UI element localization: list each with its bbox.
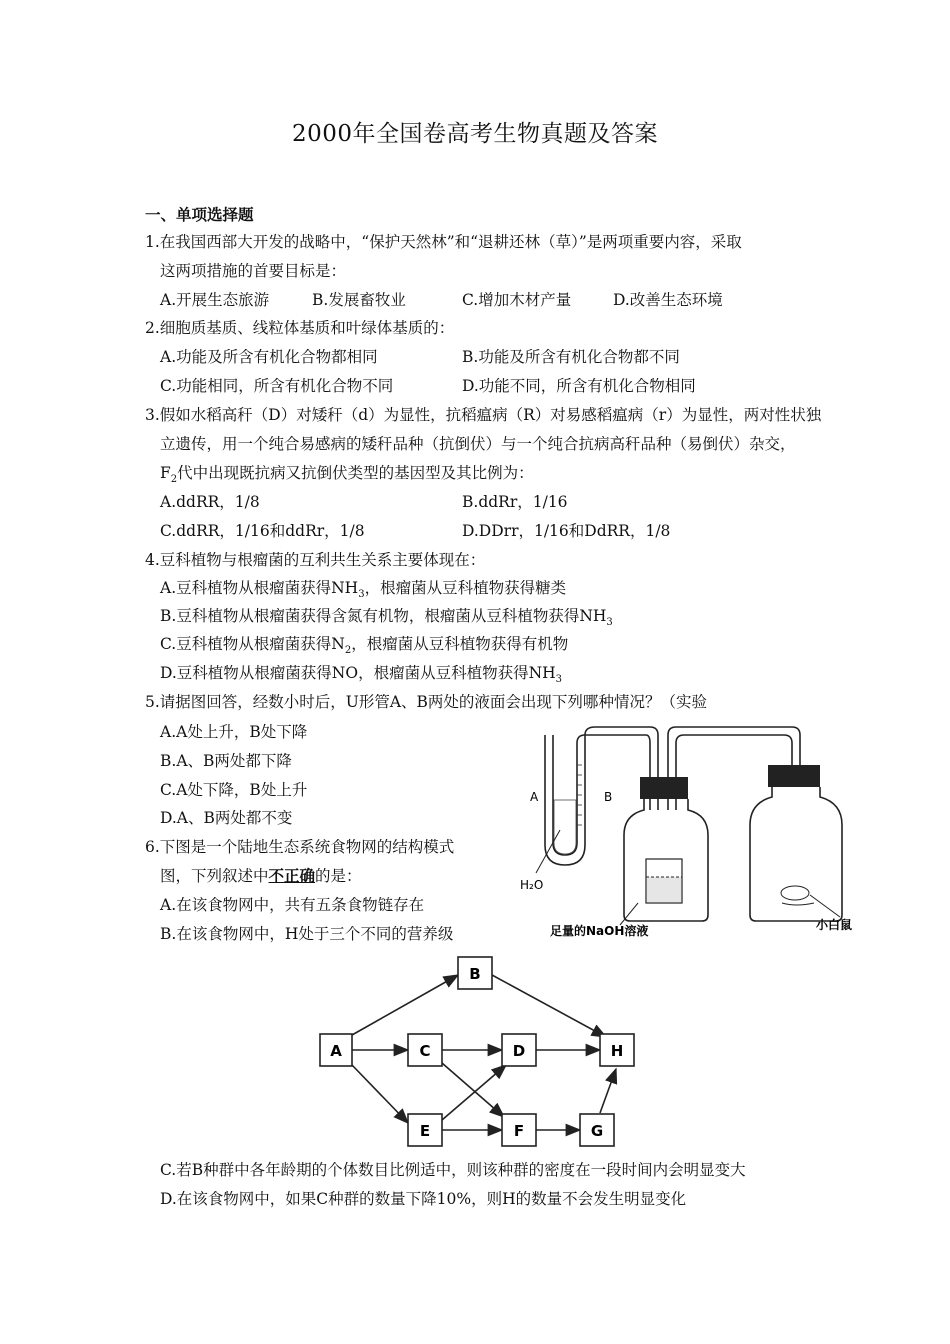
label-a: A: [530, 790, 539, 804]
node-g-label: G: [590, 1122, 604, 1140]
label-naoh: 足量的NaOH溶液: [550, 924, 649, 938]
q3-stem-line1: 3.假如水稻高秆（D）对矮秆（d）为显性，抗稻瘟病（R）对易感稻瘟病（r）为显性，两对性状独: [145, 406, 822, 424]
q5-option-b: B.A、B两处都下降: [160, 752, 292, 770]
document-title: 2000年全国卷高考生物真题及答案: [291, 121, 659, 147]
q5-option-c: C.A处下降，B处上升: [160, 781, 308, 799]
beaker-liquid: [647, 877, 681, 902]
q1-option-b: B.发展畜牧业: [312, 291, 406, 309]
edge-e-d: [442, 1065, 506, 1120]
edge-a-e: [352, 1065, 408, 1123]
q1-option-a: A.开展生态旅游: [160, 291, 270, 309]
q3-option-a: A.ddRR，1/8: [160, 493, 260, 511]
q5-option-a: A.A处上升，B处下降: [160, 723, 308, 741]
mouse-icon: [781, 886, 809, 900]
q6-option-a: A.在该食物网中，共有五条食物链存在: [160, 896, 425, 914]
q5-option-d: D.A、B两处都不变: [160, 809, 293, 827]
label-water: H₂O: [520, 878, 544, 892]
bottle2-body: [750, 787, 842, 921]
node-d-label: D: [512, 1042, 526, 1060]
q5-apparatus-figure: [520, 725, 880, 945]
q3-option-c: C.ddRR，1/16和ddRr，1/8: [160, 522, 365, 540]
q6-stem-line2: 图，下列叙述中不正确的是：: [160, 867, 362, 885]
q6-stem-line1: 6.下图是一个陆地生态系统食物网的结构模式: [145, 838, 455, 856]
section-heading: 一、单项选择题: [145, 206, 254, 224]
q1-option-c: C.增加木材产量: [462, 291, 572, 309]
q2-option-a: A.功能及所含有机化合物都相同: [160, 348, 378, 366]
q6-option-b: B.在该食物网中，H处于三个不同的营养级: [160, 925, 454, 943]
edge-a-b: [352, 975, 458, 1035]
u-tube-water: [554, 800, 576, 854]
q1-option-d: D.改善生态环境: [613, 291, 723, 309]
node-h-label: H: [610, 1042, 624, 1060]
node-e-label: E: [419, 1122, 431, 1140]
q3-stem-line2: 立遗传，用一个纯合易感病的矮秆品种（抗倒伏）与一个纯合抗病高秆品种（易倒伏）杂交，: [160, 435, 796, 453]
food-web-diagram: [300, 945, 650, 1150]
bottle1-stopper: [640, 777, 688, 799]
q6-option-c: C.若B种群中各年龄期的个体数目比例适中，则该种群的密度在一段时间内会明显变大: [160, 1161, 746, 1179]
node-c-label: C: [419, 1042, 431, 1060]
label-b: B: [604, 790, 613, 804]
bottle2-stopper: [768, 765, 820, 787]
q1-stem-line2: 这两项措施的首要目标是：: [160, 262, 347, 280]
node-f-label: F: [513, 1122, 525, 1140]
q4-option-a: A.豆科植物从根瘤菌获得$NH_3$，根瘤菌从豆科植物获得糖类: [160, 579, 567, 601]
q2-stem: 2.细胞质基质、线粒体基质和叶绿体基质的：: [145, 319, 455, 337]
q3-option-b: B.ddRr，1/16: [462, 493, 568, 511]
connect-tube-1-inner: [577, 735, 650, 810]
q4-stem: 4.豆科植物与根瘤菌的互利共生关系主要体现在：: [145, 551, 486, 569]
node-a-label: A: [330, 1042, 342, 1060]
q4-option-d: D.豆科植物从根瘤菌获得NO，根瘤菌从豆科植物获得$NH_3$: [160, 664, 563, 686]
q2-option-c: C.功能相同，所含有机化合物不同: [160, 377, 394, 395]
edge-b-h: [492, 975, 606, 1037]
q1-stem-line1: 1.在我国西部大开发的战略中，“保护天然林”和“退耕还林（草）”是两项重要内容，采取: [145, 233, 742, 251]
q6-option-d: D.在该食物网中，如果C种群的数量下降10%，则H的数量不会发生明显变化: [160, 1190, 687, 1208]
q2-option-b: B.功能及所含有机化合物都不同: [462, 348, 680, 366]
q2-option-d: D.功能不同，所含有机化合物相同: [462, 377, 696, 395]
q5-stem: 5.请据图回答，经数小时后，U形管A、B两处的液面会出现下列哪种情况？（实验: [145, 693, 707, 711]
q3-option-d: D.DDrr，1/16和DdRR，1/8: [462, 522, 671, 540]
node-b-label: B: [469, 965, 481, 983]
label-mouse: 小白鼠: [816, 918, 853, 932]
edge-c-f: [442, 1063, 504, 1117]
q3-stem-line3: $F_2$代中出现既抗病又抗倒伏类型的基因型及其比例为：: [160, 464, 534, 486]
q4-option-c: C.豆科植物从根瘤菌获得$N_2$，根瘤菌从豆科植物获得有机物: [160, 635, 569, 657]
q4-option-b: B.豆科植物从根瘤菌获得含氮有机物，根瘤菌从豆科植物获得$NH_3$: [160, 607, 613, 629]
edge-g-h: [600, 1069, 616, 1113]
